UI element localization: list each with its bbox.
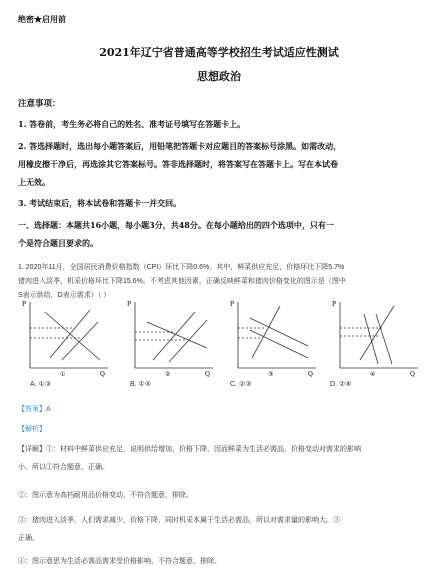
answer-label: 【答案】A [18, 406, 51, 413]
graph-4-x-label: Q [410, 371, 415, 378]
note-2c: 上无效。 [18, 177, 50, 187]
graph-1-x-label: Q [100, 371, 105, 378]
graph-4 [330, 298, 420, 378]
option-a: A. ①③ [30, 381, 52, 388]
option-b: B. ①④ [130, 381, 152, 388]
graph-1 [20, 298, 110, 378]
note-2b: 用橡皮擦干净后，再选涂其它答案标号。答非选择题时，将答案写在答题卡上。写在本试卷 [18, 159, 338, 169]
notes-heading: 注意事项： [18, 99, 61, 109]
note-1: 1. 答卷前，考生务必将自己的姓名、准考证号填写在答题卡上。 [18, 119, 246, 129]
graph-1-y-label: P [22, 301, 27, 308]
graph-2 [125, 298, 215, 378]
question-1-line-3: S表示供给，D表示需求）（ ） [18, 292, 111, 299]
analysis-line-1: 【详解】①：材料中鲜菜供应充足，说明供给增加，价格下降，因而鲜菜为生活必需品，价格变动对需求的影响 [18, 446, 361, 453]
graph-2-number: ② [165, 371, 171, 378]
graph-3 [228, 298, 318, 378]
analysis-line-6: ④：图示意思为生活必需品需求受价格影响，不符合题意，排除。 [18, 558, 221, 565]
option-c: C. ②③ [230, 381, 252, 388]
graph-3-number: ③ [268, 371, 274, 378]
graph-4-number: ④ [370, 371, 376, 378]
graph-4-y-label: P [332, 301, 337, 308]
graph-1-number: ① [60, 371, 66, 378]
exam-title: 2021年辽宁省普通高等学校招生考试适应性测试 [99, 46, 339, 59]
analysis-line-2: 小。所以①符合题意，正确。 [18, 464, 109, 471]
graph-3-x-label: Q [308, 371, 313, 378]
graph-2-x-label: Q [205, 371, 210, 378]
question-1-line-1: 1. 2020年11月，全国居民消费价格指数（CPI）环比下降0.6%。其中，鲜菜供应充足，价格环比下降5.7% [18, 264, 345, 271]
graph-3-y-label: P [230, 301, 235, 308]
question-1-line-2: 猪肉进入淡季，机采价格环比下降15.6%。不考虑其他因素，正确反映鲜菜和猪肉价格变化的图示是（图中 [18, 278, 346, 285]
analysis-line-5: 正确。 [18, 535, 39, 542]
secret-level: 绝密★启用前 [18, 14, 66, 24]
analysis-label: 【解析】 [18, 426, 46, 433]
subject-title: 思想政治 [197, 70, 241, 83]
analysis-line-3: ②：图示意为高档耐用品价格变动，不符合题意，排除。 [18, 492, 193, 499]
note-3: 3. 考试结束后，将本试卷和答题卡一并交回。 [18, 198, 182, 208]
section-intro-1: 一、选择题：本题共16小题，每小题3分，共48分。在每小题给出的四个选项中，只有一 [18, 220, 334, 230]
analysis-line-4: ③：猪肉进入淡季，人们需求减少，价格下降，同时机采本属于生活必需品，所以对需求量的影响大。③ [18, 517, 340, 524]
graph-2-y-label: P [127, 301, 132, 308]
note-2a: 2. 答选择题时，选出每小题答案后，用铅笔把答题卡对应题目的答案标号涂黑。如需改动， [18, 141, 342, 151]
option-d: D. ②④ [330, 381, 352, 388]
section-intro-2: 个是符合题目要求的。 [18, 238, 98, 248]
